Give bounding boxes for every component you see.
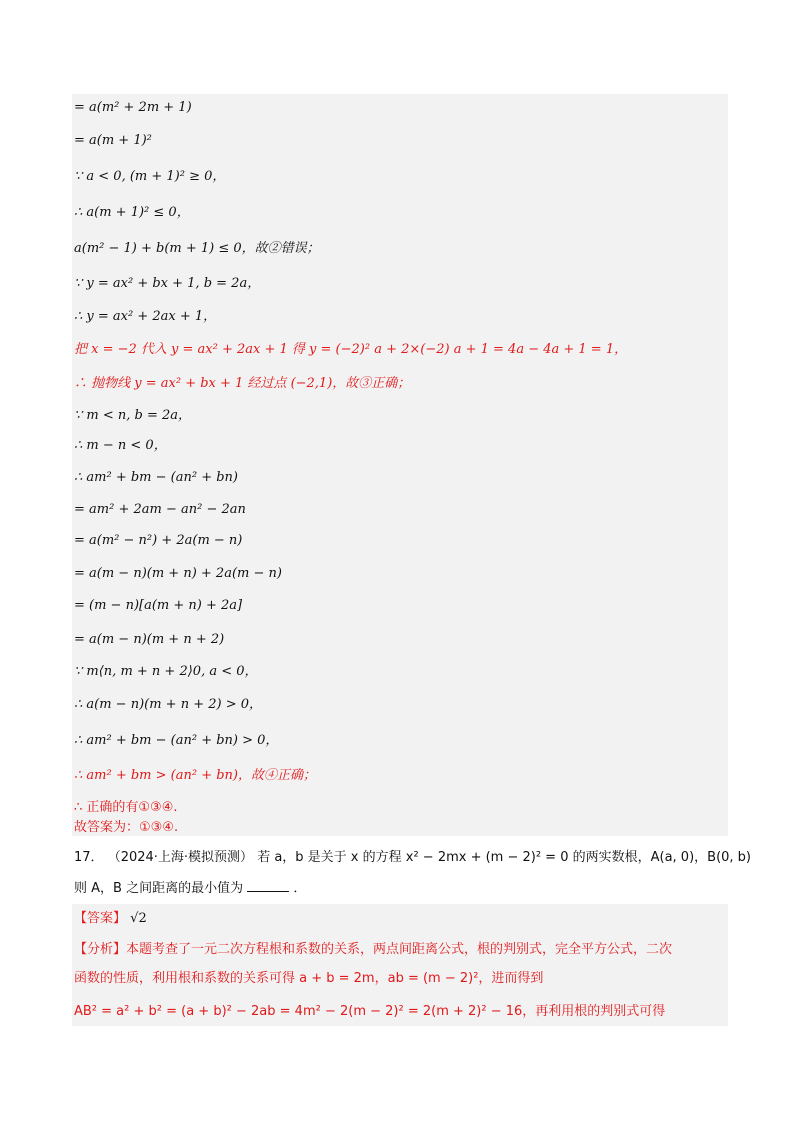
analysis-line-1 (74, 941, 672, 959)
solution-line-10: ∵ m < n, b = 2a， (74, 408, 192, 423)
solution-line-11: ∴ m − n < 0， (74, 438, 167, 453)
solution-line-5-text: a(m² − 1) + b(m + 1) ≤ 0，故②错误； (74, 241, 320, 256)
answer-line (74, 910, 147, 928)
question-text-2-end: ． (293, 881, 307, 896)
answer-blank (247, 879, 289, 892)
solution-line-13: = am² + 2am − an² − 2an (74, 502, 246, 517)
solution-line-19: ∴ a(m − n)(m + n + 2) > 0， (74, 697, 263, 712)
solution-line-12: ∴ am² + bm − (an² + bn) (74, 470, 238, 485)
question-text-2: 则 A，B 之间距离的最小值为 (74, 881, 244, 896)
analysis-line-3: AB² = a² + b² = (a + b)² − 2ab = 4m² − 2(m − 2)² = 2(m + 2)² − 16，再利用根的判别式可得 (74, 1004, 666, 1019)
solution-line-7: ∴ y = ax² + 2ax + 1， (74, 309, 217, 324)
solution-line-14: = a(m² − n²) + 2a(m − n) (74, 533, 243, 548)
solution-line-4: ∴ a(m + 1)² ≤ 0， (74, 205, 190, 220)
answer-label: 【答案】 (74, 911, 127, 926)
solution-line-3: ∵ a < 0, (m + 1)² ≥ 0， (74, 169, 226, 184)
solution-line-20: ∴ am² + bm − (an² + bn) > 0， (74, 733, 279, 748)
solution-line-2: = a(m + 1)² (74, 133, 152, 148)
solution-line-8: 把 x = −2 代入 y = ax² + 2ax + 1 得 y = (−2)² a + 2×(−2) a + 1 = 4a − 4a + 1 = 1， (74, 342, 628, 357)
question-number: 17． (74, 850, 104, 865)
solution-line-9: ∴ 抛物线 y = ax² + bx + 1 经过点 (−2,1)，故③正确； (74, 376, 411, 391)
answer-value: √2 (130, 911, 147, 926)
question-source: （2024·上海·模拟预测） (107, 850, 254, 865)
solution-line-15: = a(m − n)(m + n) + 2a(m − n) (74, 566, 282, 581)
question-text-1: 若 a，b 是关于 x 的方程 x² − 2mx + (m − 2)² = 0 的两实数根，A(a, 0)，B(0, b) (257, 850, 752, 865)
solution-line-1: = a(m² + 2m + 1) (74, 100, 192, 115)
analysis-line-2: 函数的性质，利用根和系数的关系可得 a + b = 2m，ab = (m − 2)²，进而得到 (74, 971, 544, 986)
question-17-line-2 (74, 879, 306, 898)
solution-line-16: = (m − n)[a(m + n) + 2a] (74, 598, 243, 613)
solution-line-5 (74, 241, 320, 257)
solution-line-6: ∵ y = ax² + bx + 1, b = 2a， (74, 276, 261, 291)
conclusion-line: ∴ 正确的有①③④. (74, 800, 178, 815)
final-answer-line: 故答案为：①③④. (74, 820, 179, 835)
question-17-line-1 (74, 849, 751, 867)
analysis-label: 【分析】 (74, 942, 127, 957)
solution-line-18: ∵ m⟨n, m + n + 2⟩0, a < 0， (74, 664, 258, 679)
solution-line-21: ∴ am² + bm > (an² + bn)，故④正确； (74, 768, 316, 783)
solution-line-17: = a(m − n)(m + n + 2) (74, 632, 225, 647)
analysis-text-1: 本题考查了一元二次方程根和系数的关系，两点间距离公式，根的判别式，完全平方公式，二次 (126, 942, 673, 957)
